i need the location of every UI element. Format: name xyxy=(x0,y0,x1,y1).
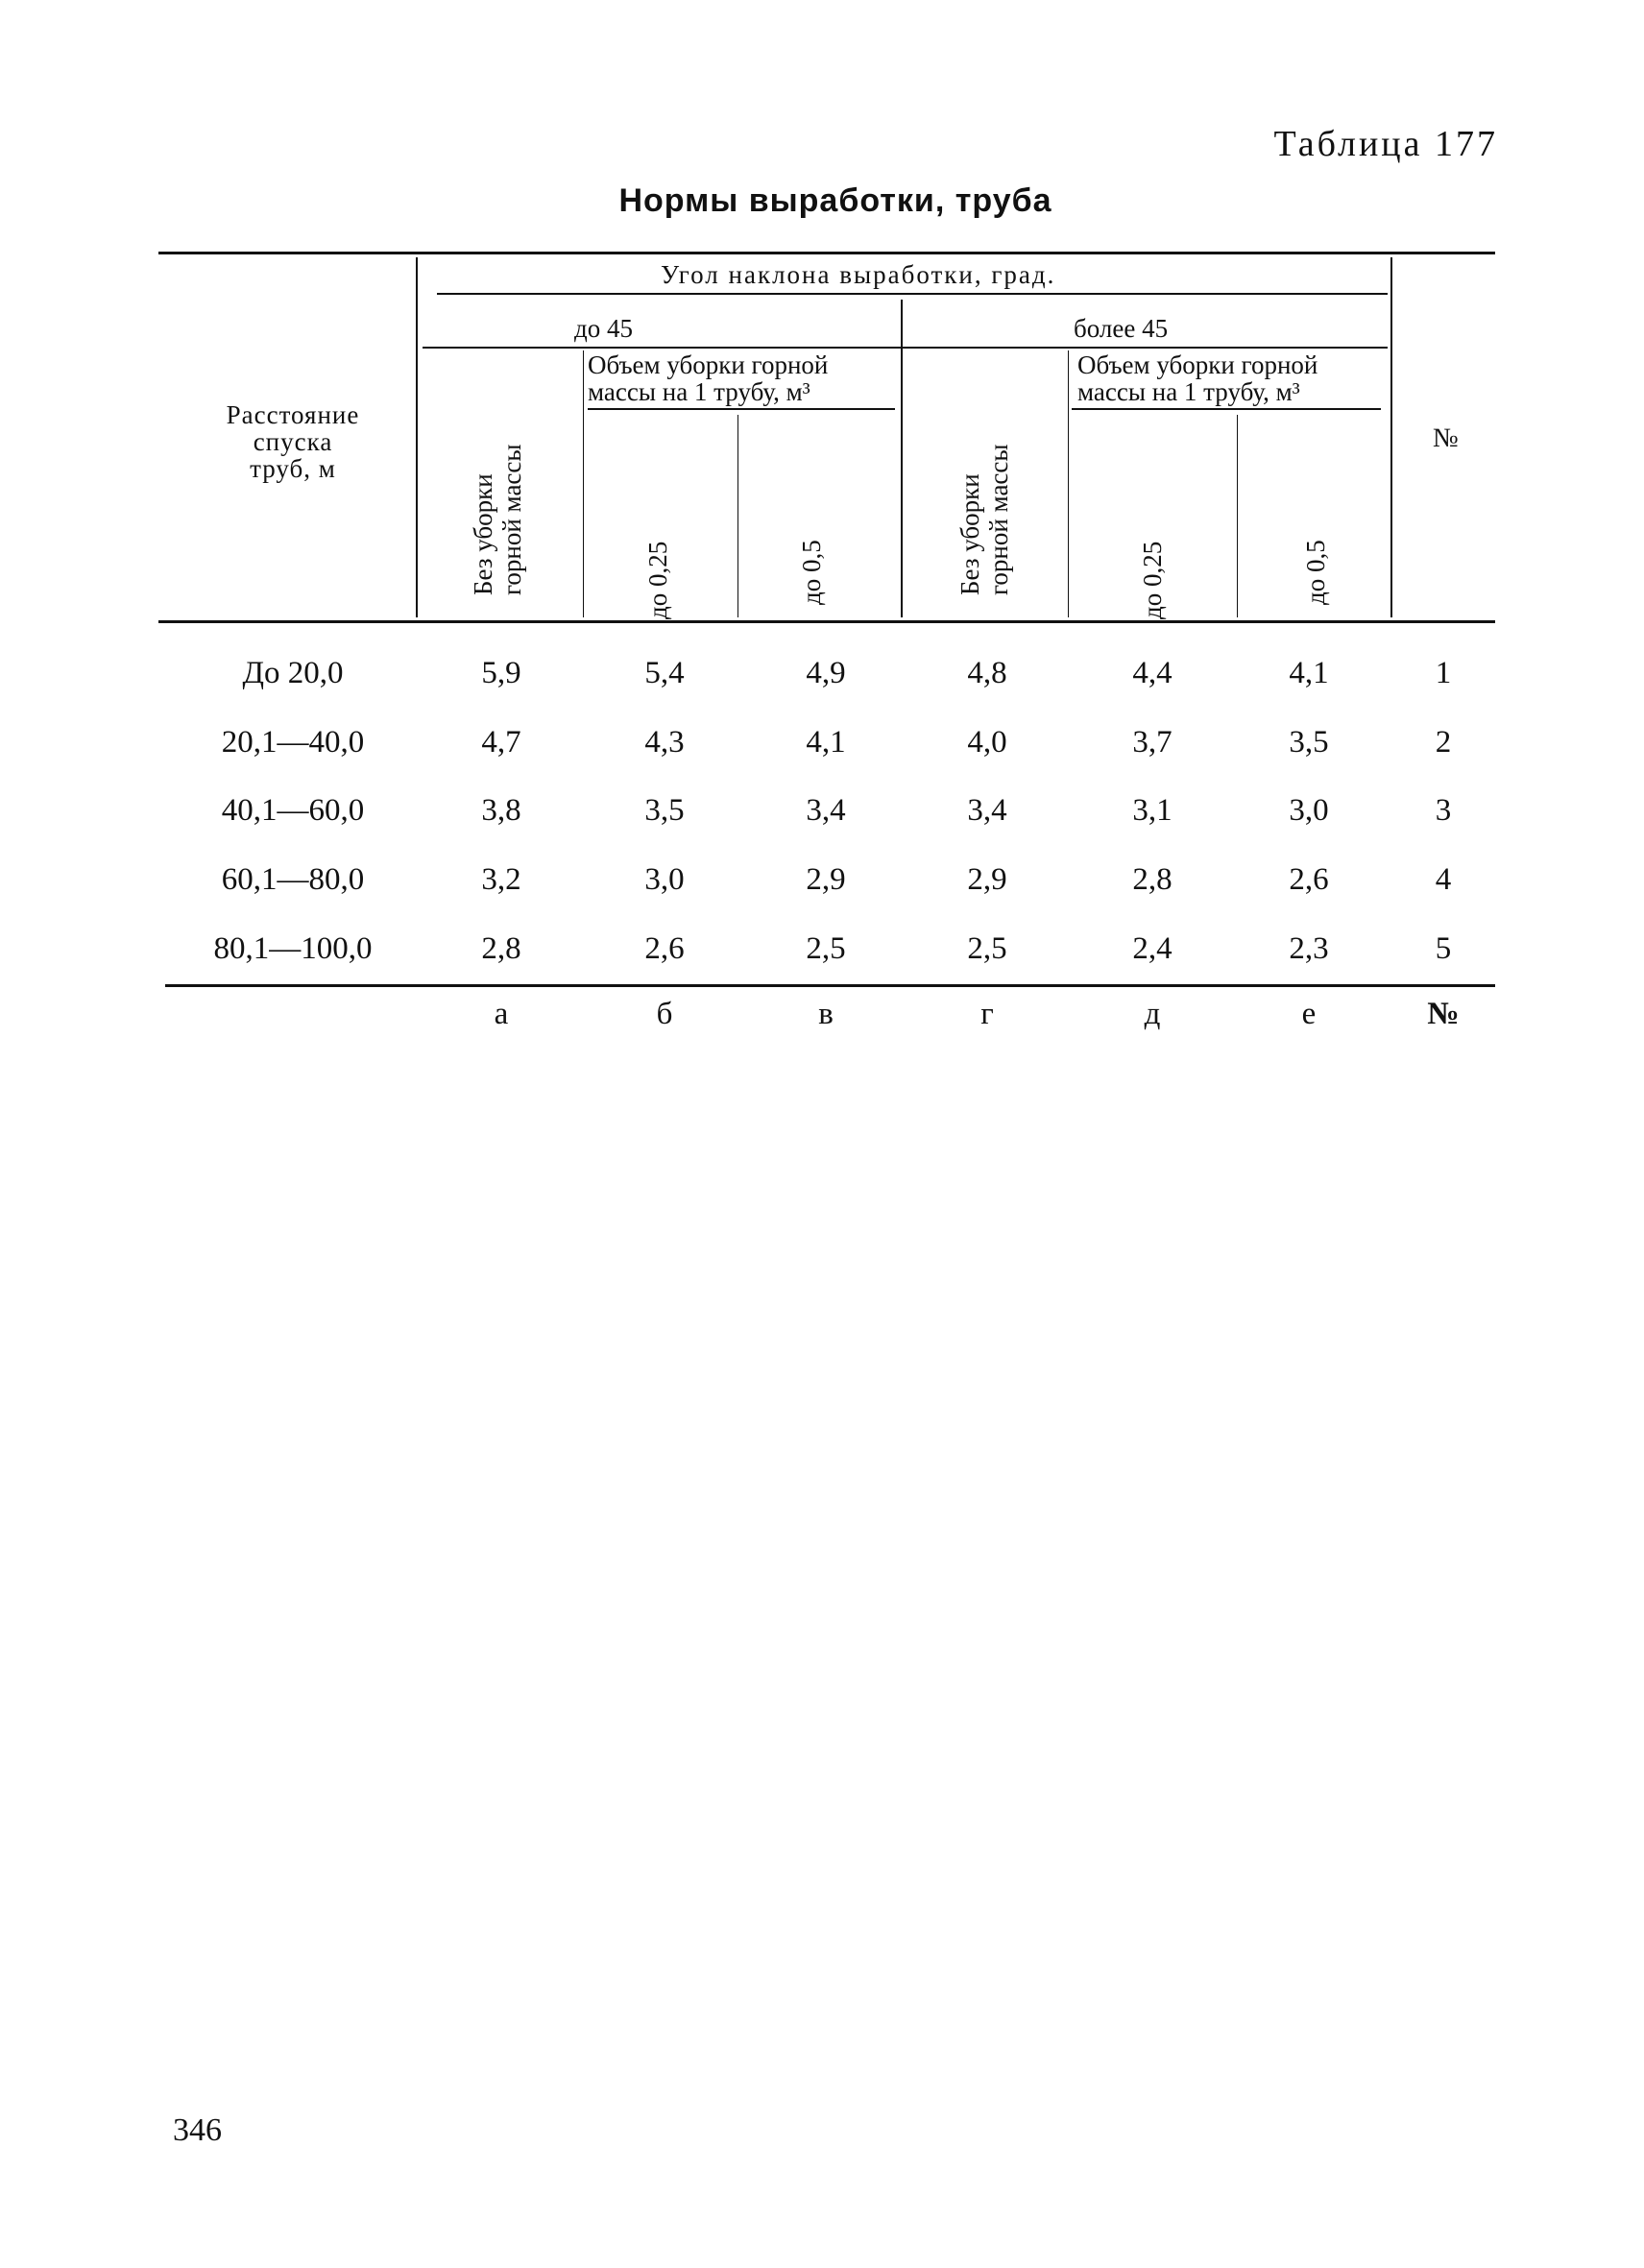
row-label-divider xyxy=(416,257,418,617)
column-letter: б xyxy=(656,997,673,1031)
group2-volume-left xyxy=(1068,350,1069,617)
table-title: Нормы выработки, труба xyxy=(618,182,1052,219)
value-b: 2,6 xyxy=(644,931,685,966)
row-label: 40,1—60,0 xyxy=(221,793,365,828)
value-d: 4,4 xyxy=(1132,656,1173,690)
value-b: 3,0 xyxy=(644,862,685,897)
column-letter: в xyxy=(818,997,834,1031)
value-e: 3,0 xyxy=(1289,793,1329,828)
value-g: 3,4 xyxy=(967,793,1007,828)
header-bottom-rule xyxy=(158,620,1495,623)
column-letter: а xyxy=(494,997,509,1031)
row-label: До 20,0 xyxy=(242,656,344,690)
no-clean-line-2: горной массы xyxy=(984,444,1013,595)
no-clean-line-2: горной массы xyxy=(497,444,526,595)
volume1-line-2: массы на 1 трубу, м³ xyxy=(588,377,810,406)
row-label-line-1: Расстояние xyxy=(226,400,360,429)
num-column-divider xyxy=(1390,257,1392,617)
row-number: 3 xyxy=(1435,793,1452,828)
no-clean-line-1: Без уборки xyxy=(469,473,497,595)
table-bottom-rule xyxy=(165,984,1495,987)
value-e: 2,6 xyxy=(1289,862,1329,897)
angle-rule xyxy=(437,293,1388,295)
value-g: 2,5 xyxy=(967,931,1007,966)
group2-volume-mid xyxy=(1237,415,1238,617)
angle-header: Угол наклона выработки, град. xyxy=(661,260,1056,289)
value-g: 4,0 xyxy=(967,725,1007,760)
value-a: 3,2 xyxy=(481,862,521,897)
value-d: 2,8 xyxy=(1132,862,1173,897)
value-d: 3,7 xyxy=(1132,725,1173,760)
value-g: 4,8 xyxy=(967,656,1007,690)
value-a: 5,9 xyxy=(481,656,521,690)
value-b: 4,3 xyxy=(644,725,685,760)
value-v: 4,9 xyxy=(806,656,846,690)
column-letter: д xyxy=(1144,997,1161,1031)
volume-05-header-2: до 0,5 xyxy=(1301,540,1330,605)
no-clean-header-2 xyxy=(955,403,1013,595)
page-number: 346 xyxy=(173,2112,222,2148)
table-number: Таблица 177 xyxy=(1273,124,1498,164)
value-b: 5,4 xyxy=(644,656,685,690)
row-number: 2 xyxy=(1435,725,1452,760)
volume-05-header-1: до 0,5 xyxy=(797,540,826,605)
column-letter: е xyxy=(1301,997,1317,1031)
table-top-rule xyxy=(158,252,1495,254)
volume2-rule xyxy=(1072,408,1381,410)
value-v: 3,4 xyxy=(806,793,846,828)
value-d: 2,4 xyxy=(1132,931,1173,966)
group1-volume-mid xyxy=(737,415,738,617)
value-a: 3,8 xyxy=(481,793,521,828)
volume1-rule xyxy=(588,408,895,410)
value-e: 4,1 xyxy=(1289,656,1329,690)
volume2-line-1: Объем уборки горной xyxy=(1077,350,1318,379)
row-label-line-3: труб, м xyxy=(250,454,336,483)
row-label: 60,1—80,0 xyxy=(221,862,365,897)
volume1-header xyxy=(588,351,828,405)
group1-volume-left xyxy=(583,350,584,617)
value-b: 3,5 xyxy=(644,793,685,828)
no-clean-line-1: Без уборки xyxy=(955,473,984,595)
volume2-header xyxy=(1077,351,1318,405)
group2-header: более 45 xyxy=(1074,314,1169,343)
volume-025-header-2: до 0,25 xyxy=(1138,541,1167,619)
row-label: 80,1—100,0 xyxy=(213,931,373,966)
row-number: 1 xyxy=(1435,656,1452,690)
row-number: 5 xyxy=(1435,931,1452,966)
value-v: 2,5 xyxy=(806,931,846,966)
volume2-line-2: массы на 1 трубу, м³ xyxy=(1077,377,1300,406)
group1-header: до 45 xyxy=(574,314,633,343)
value-e: 3,5 xyxy=(1289,725,1329,760)
value-g: 2,9 xyxy=(967,862,1007,897)
value-v: 2,9 xyxy=(806,862,846,897)
num-header: № xyxy=(1433,423,1459,453)
row-label-line-2: спуска xyxy=(253,427,333,456)
group-rule xyxy=(423,347,1388,349)
footer-num: № xyxy=(1427,997,1460,1031)
value-v: 4,1 xyxy=(806,725,846,760)
column-letter: г xyxy=(980,997,994,1031)
value-a: 4,7 xyxy=(481,725,521,760)
row-number: 4 xyxy=(1435,862,1452,897)
row-label-header xyxy=(187,401,399,482)
no-clean-header-1 xyxy=(469,403,526,595)
value-d: 3,1 xyxy=(1132,793,1173,828)
volume1-line-1: Объем уборки горной xyxy=(588,350,829,379)
volume-025-header-1: до 0,25 xyxy=(643,541,672,619)
row-label: 20,1—40,0 xyxy=(221,725,365,760)
value-a: 2,8 xyxy=(481,931,521,966)
value-e: 2,3 xyxy=(1289,931,1329,966)
